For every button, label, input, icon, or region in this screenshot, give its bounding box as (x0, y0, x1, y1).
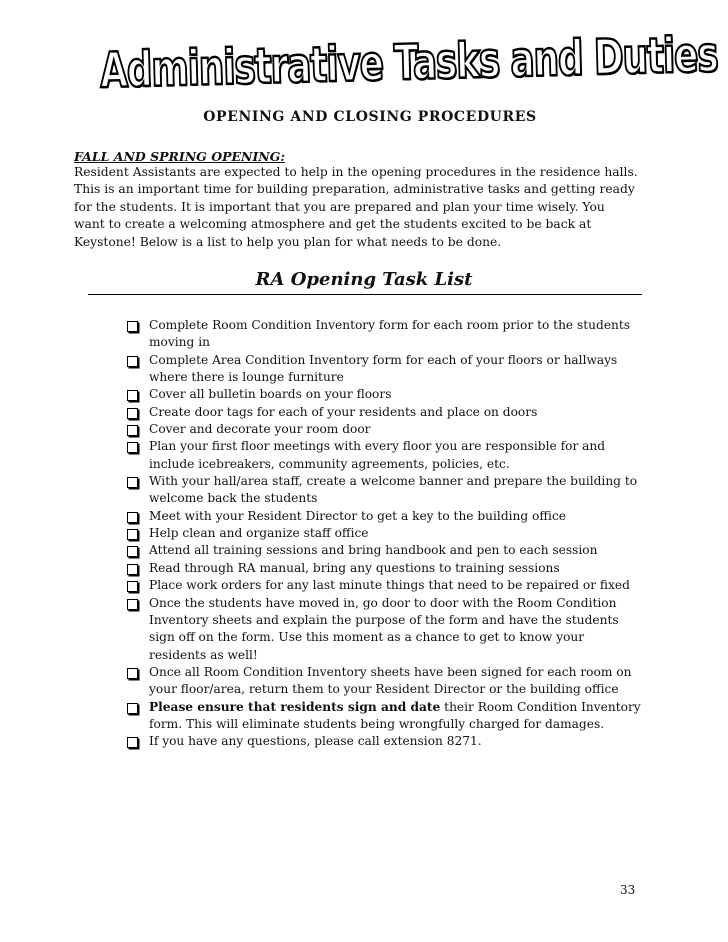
task-item (127, 577, 647, 594)
checkbox-icon (127, 529, 138, 540)
task-line: where there is lounge furniture (149, 370, 344, 385)
task-item (127, 664, 647, 699)
task-item (127, 386, 647, 403)
task-item (127, 733, 647, 750)
task-line: sign off on the form. Use this moment as a chance to get to know your (149, 630, 585, 645)
checkbox-icon (127, 703, 138, 714)
task-item (127, 595, 647, 664)
checkbox-icon (127, 477, 138, 488)
page-number: 33 (620, 883, 636, 897)
task-item (127, 421, 647, 438)
task-item (127, 438, 647, 473)
checkbox-icon (127, 546, 138, 557)
task-line: Cover and decorate your room door (149, 422, 371, 437)
task-item (127, 473, 647, 508)
checkbox-icon (127, 442, 138, 453)
list-title: RA Opening Task List (255, 269, 473, 290)
task-line: Plan your first floor meetings with every floor you are responsible for and (149, 439, 606, 454)
task-line: your floor/area, return them to your Resident Director or the building office (149, 682, 619, 697)
task-item (127, 317, 647, 352)
task-item (127, 542, 647, 559)
task-line: include icebreakers, community agreements, policies, etc. (149, 456, 510, 471)
checkbox-icon (127, 599, 138, 610)
task-item (127, 508, 647, 525)
checkbox-icon (127, 737, 138, 748)
checkbox-icon (127, 512, 138, 523)
task-line: welcome back the students (149, 491, 318, 506)
task-line: moving in (149, 335, 210, 350)
checkbox-icon (127, 668, 138, 679)
checkbox-icon (127, 408, 138, 419)
task-line: Complete Area Condition Inventory form for each of your floors or hallways (149, 352, 618, 367)
task-line (149, 699, 647, 716)
section-heading: FALL AND SPRING OPENING: (74, 149, 286, 164)
task-line: Meet with your Resident Director to get a key to the building office (149, 508, 566, 523)
task-line: Read through RA manual, bring any questions to training sessions (149, 560, 560, 575)
task-line: Create door tags for each of your residents and place on doors (149, 404, 538, 419)
divider (88, 294, 642, 295)
intro-line: This is an important time for building preparation, administrative tasks and getting ready (74, 182, 635, 197)
checkbox-icon (127, 564, 138, 575)
intro-line: for the students. It is important that you are prepared and plan your time wisely. You (74, 199, 605, 214)
task-line: residents as well! (149, 647, 258, 662)
subtitle: OPENING AND CLOSING PROCEDURES (203, 109, 537, 125)
checkbox-icon (127, 356, 138, 367)
task-line: Once all Room Condition Inventory sheets have been signed for each room on (149, 664, 632, 679)
task-line: Once the students have moved in, go door to door with the Room Condition (149, 595, 617, 610)
task-item (127, 352, 647, 387)
task-line: Place work orders for any last minute things that need to be repaired or fixed (149, 578, 630, 593)
task-item (127, 699, 647, 734)
task-item (127, 404, 647, 421)
task-line: With your hall/area staff, create a welcome banner and prepare the building to (149, 474, 638, 489)
task-item (127, 525, 647, 542)
task-line: Inventory sheets and explain the purpose of the form and have the students (149, 612, 619, 627)
task-line: form. This will eliminate students being wrongfully charged for damages. (149, 716, 605, 731)
task-line: Help clean and organize staff office (149, 526, 369, 541)
checkbox-icon (127, 390, 138, 401)
task-item (127, 560, 647, 577)
task-line: If you have any questions, please call extension 8271. (149, 734, 482, 749)
intro-line: want to create a welcoming atmosphere and get the students excited to be back at (74, 217, 592, 232)
checkbox-icon (127, 321, 138, 332)
task-text: their Room Condition Inventory (440, 699, 641, 714)
intro-line: Resident Assistants are expected to help in the opening procedures in the residence halls. (74, 165, 638, 179)
intro-paragraph (74, 164, 652, 251)
page-title: Administrative Tasks and Duties (99, 27, 719, 100)
task-emphasis: Please ensure that residents sign and date (149, 699, 441, 714)
task-line: Complete Room Condition Inventory form for each room prior to the students (149, 318, 631, 332)
task-list (127, 317, 647, 751)
intro-line: Keystone! Below is a list to help you plan for what needs to be done. (74, 234, 502, 249)
checkbox-icon (127, 581, 138, 592)
checkbox-icon (127, 425, 138, 436)
task-line: Attend all training sessions and bring handbook and pen to each session (149, 543, 598, 558)
task-line: Cover all bulletin boards on your floors (149, 387, 392, 402)
